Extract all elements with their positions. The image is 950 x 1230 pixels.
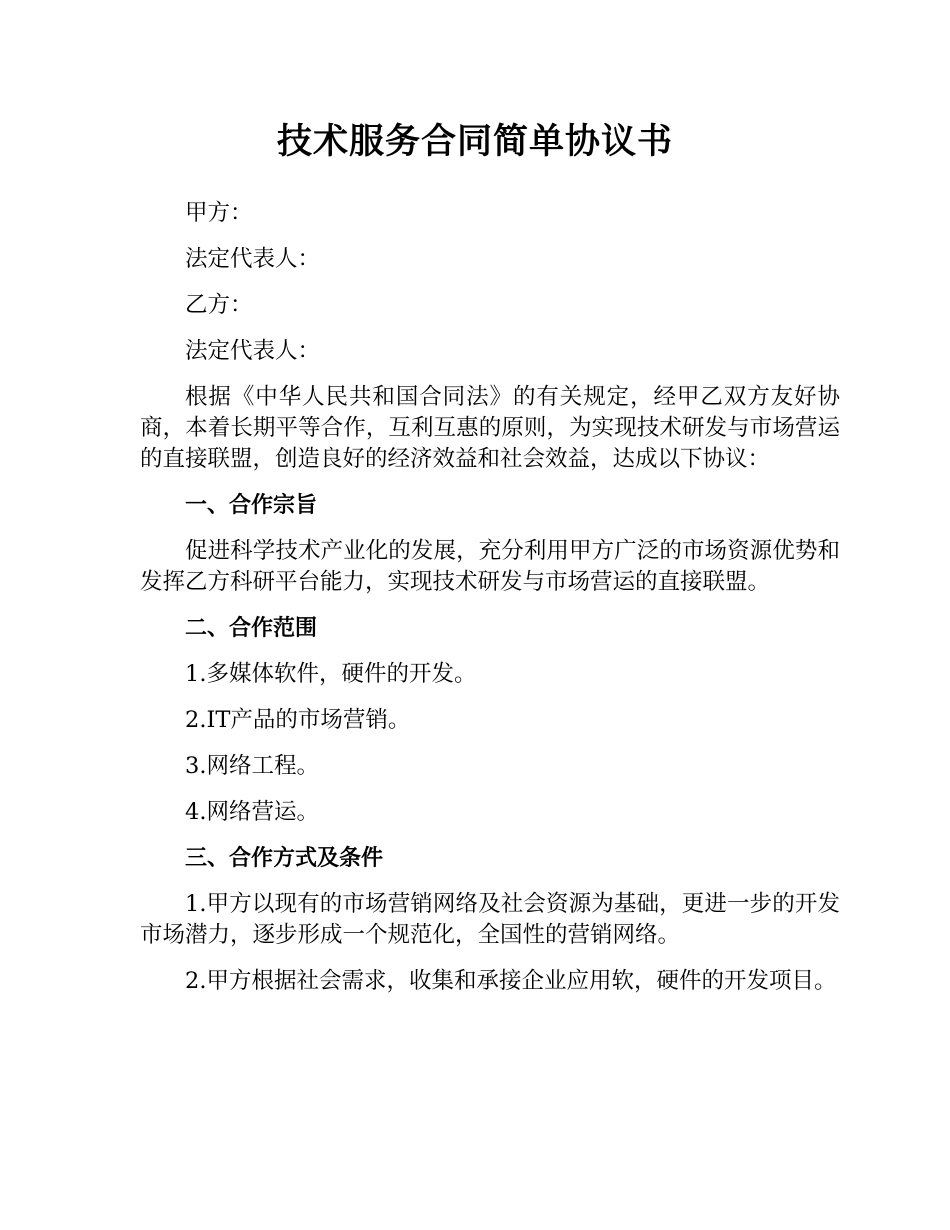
section-heading-purpose: 一、合作宗旨: [185, 493, 318, 518]
document-title: 技术服务合同简单协议书: [276, 122, 673, 162]
party-b-line: 乙方：: [185, 292, 253, 318]
scope-item-3: 3.网络工程。: [185, 753, 319, 779]
cooperation-item-1: 1.甲方以现有的市场营销网络及社会资源为基础，更进一步的开发市场潜力，逐步形成一个规范化，全国性的营销网络。: [140, 891, 840, 948]
scope-item-4: 4.网络营运。: [185, 799, 319, 825]
scope-item-2: 2.IT产品的市场营销。: [185, 707, 411, 733]
scope-item-1: 1.多媒体软件，硬件的开发。: [185, 661, 477, 687]
section-heading-scope: 二、合作范围: [185, 616, 318, 641]
legal-rep-a-line: 法定代表人：: [185, 246, 321, 272]
preamble-paragraph: 根据《中华人民共和国合同法》的有关规定，经甲乙双方友好协商，本着长期平等合作，互利互惠的原则，为实现技术研发与市场营运的直接联盟，创造良好的经济效益和社会效益，达成以下协议：: [140, 384, 840, 472]
section-heading-cooperation: 三、合作方式及条件: [185, 846, 384, 871]
purpose-paragraph: 促进科学技术产业化的发展，充分利用甲方广泛的市场资源优势和发挥乙方科研平台能力，实现技术研发与市场营运的直接联盟。: [140, 538, 840, 595]
cooperation-item-2: 2.甲方根据社会需求，收集和承接企业应用软，硬件的开发项目。: [185, 968, 837, 994]
party-a-line: 甲方：: [185, 200, 253, 226]
document-body: [140, 198, 840, 1012]
legal-rep-b-line: 法定代表人：: [185, 338, 321, 364]
